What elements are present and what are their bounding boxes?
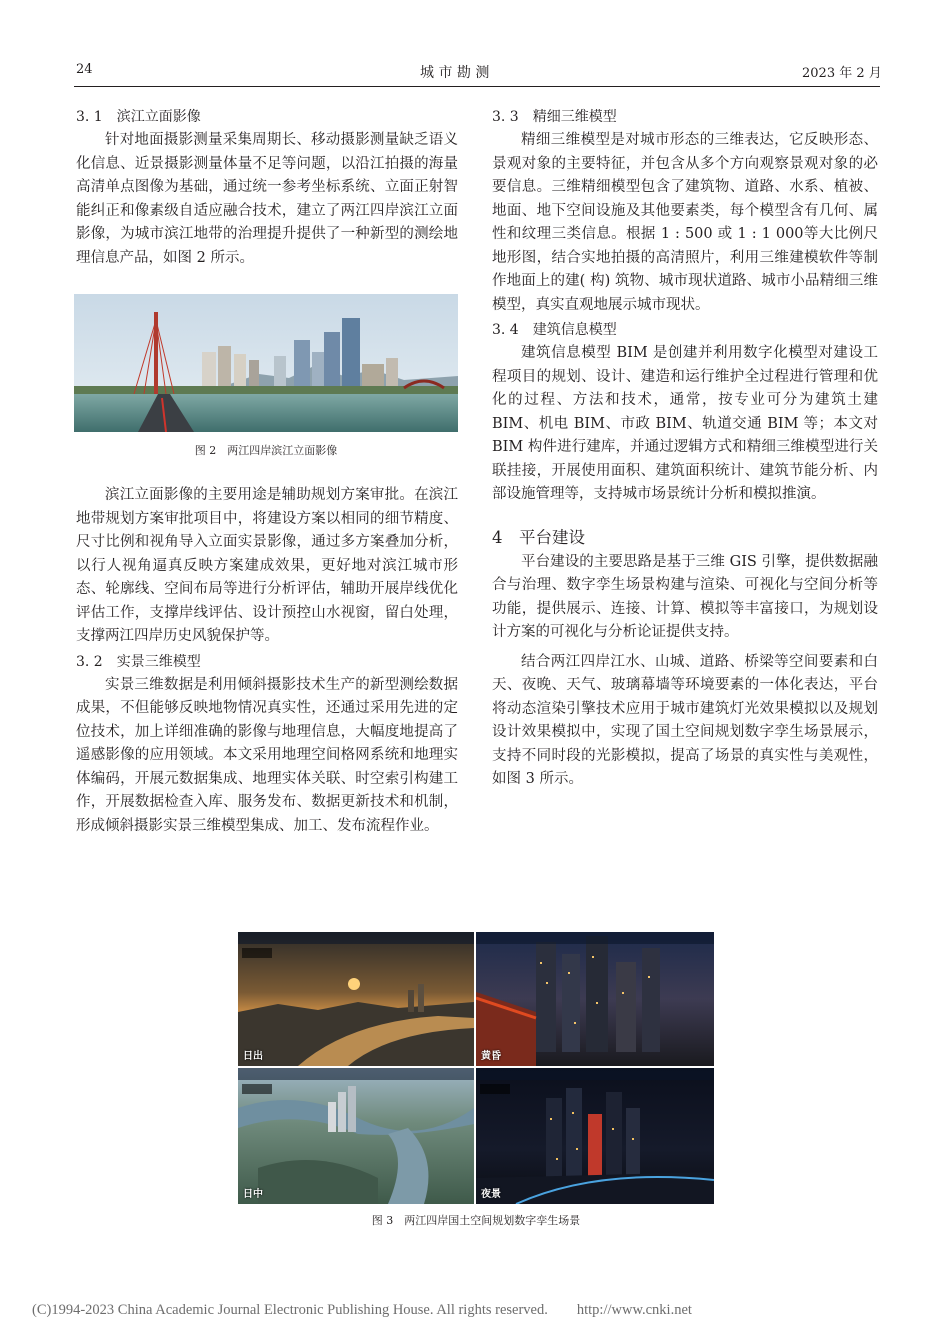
section-3-3-heading: 3. 3 精细三维模型 bbox=[492, 109, 617, 125]
header-rule bbox=[74, 86, 880, 87]
panel-label-sunrise: 日出 bbox=[243, 1051, 263, 1062]
page-number: 24 bbox=[76, 62, 93, 77]
dusk-scene bbox=[476, 932, 714, 1066]
figure-3-panel-sunrise bbox=[238, 932, 474, 1066]
panel-label-night: 夜景 bbox=[481, 1189, 501, 1200]
figure-3-panel-midday bbox=[238, 1068, 474, 1204]
midday-scene bbox=[238, 1068, 474, 1204]
issue-date: 2023 年 2 月 bbox=[802, 66, 882, 81]
section-3-2-paragraph-1: 实景三维数据是利用倾斜摄影技术生产的新型测绘数据成果，不但能够反映地物情况真实性，还通过采用先进的定位技术，加上详细准确的影像与地理信息，大幅度地提高了遥感影像的应用领域。本文采用地理空间格网系统和地理实体编码，开展元数据集成、地理实体关联、时空索引构建工作，开展数据检查入库、服务发布、数据更新技术和机制，形成倾斜摄影实景三维模型集成、加工、发布流程作业。 bbox=[76, 676, 458, 834]
section-4-paragraph-1: 平台建设的主要思路是基于三维 GIS 引擎，提供数据融合与治理、数字孪生场景构建与渲染、可视化与空间分析等功能，提供展示、连接、计算、模拟等丰富接口，为规划设计方案的可视化与分析论证提供支持。 bbox=[492, 553, 878, 640]
skyline-illustration bbox=[74, 294, 458, 432]
figure-3 bbox=[238, 932, 714, 1204]
night-scene bbox=[476, 1068, 714, 1204]
section-3-1-heading: 3. 1 滨江立面影像 bbox=[76, 109, 201, 125]
copyright-footer: (C)1994-2023 China Academic Journal Electronic Publishing House. All rights reserved. http://www.cnki.net bbox=[32, 1302, 692, 1318]
figure-3-panel-night bbox=[476, 1068, 714, 1204]
panel-label-midday: 日中 bbox=[243, 1189, 263, 1200]
section-4-heading: 4 平台建设 bbox=[492, 527, 585, 547]
right-column bbox=[492, 106, 878, 792]
sunrise-scene bbox=[238, 932, 474, 1066]
panel-label-dusk: 黄昏 bbox=[481, 1051, 501, 1062]
left-column-bottom bbox=[76, 484, 458, 838]
section-4-paragraph-2: 结合两江四岸江水、山城、道路、桥梁等空间要素和白天、夜晚、天气、玻璃幕墙等环境要素的一体化表达，平台将动态渲染引擎技术应用于城市建筑灯光效果模拟以及规划设计效果模拟中，实现了国土空间规划数字孪生场景展示，支持不同时段的光影模拟，提高了场景的真实性与美观性，如图 3 所示。 bbox=[492, 653, 878, 787]
figure-2-caption: 图 2 两江四岸滨江立面影像 bbox=[194, 444, 338, 457]
section-3-1-paragraph-1: 针对地面摄影测量采集周期长、移动摄影测量缺乏语义化信息、近景摄影测量体量不足等问题，以沿江拍摄的海量高清单点图像为基础，通过统一参考坐标系统、立面正射智能纠正和像素级自适应融合技术，建立了两江四岸滨江立面影像，为城市滨江地带的治理提升提供了一种新型的测绘地理信息产品，如图 2 所示。 bbox=[76, 132, 458, 266]
section-3-1-paragraph-2: 滨江立面影像的主要用途是辅助规划方案审批。在滨江地带规划方案审批项目中，将建设方案以相同的细节精度、尺寸比例和视角导入立面实景影像，通过多方案叠加分析，以行人视角逼真反映方案建成效果，更好地对滨江城市形态、轮廓线、空间布局等进行分析评估，辅助开展岸线优化评估工作，支撑岸线评估、设计预控山水视窗，留白处理，支撑两江四岸历史风貌保护等。 bbox=[76, 487, 458, 644]
figure-2-image bbox=[74, 294, 458, 432]
section-3-4-heading: 3. 4 建筑信息模型 bbox=[492, 322, 617, 338]
figure-3-caption: 图 3 两江四岸国土空间规划数字孪生场景 bbox=[371, 1214, 581, 1227]
figure-3-panel-dusk bbox=[476, 932, 714, 1066]
left-column-top bbox=[76, 106, 458, 270]
section-3-3-paragraph-1: 精细三维模型是对城市形态的三维表达，它反映形态、景观对象的主要特征，并包含从多个方向观察景观对象的必要信息。三维精细模型包含了建筑物、道路、水系、植被、地面、地下空间设施及其他要素类，每个模型含有几何、属性和纹理三类信息。根据 1 : 500 或 1 : 1 000等大比例尺地形图，结合实地拍摄的高清照片，利用三维建模软件等制作地面上的建( 构) 筑物、城市现状道路、城市小品精细三维模型，真实直观地展示城市现状。 bbox=[492, 132, 878, 313]
journal-title: 城 市 勘 测 bbox=[420, 65, 490, 81]
section-3-4-paragraph-1: 建筑信息模型 BIM 是创建并利用数字化模型对建设工程项目的规划、设计、建造和运行维护全过程进行管理和优化的过程、方法和技术，通常，按专业可分为建筑土建 BIM、机电 BIM、市政 BIM、轨道交通 BIM 等；本文对 BIM 构件进行建库，并通过逻辑方式和精细三维模型进行关联挂接，开展使用面积、建筑面积统计、建筑节能分析、内部设施管理等，支持城市场景统计分析和模拟推演。 bbox=[492, 345, 878, 502]
section-3-2-heading: 3. 2 实景三维模型 bbox=[76, 653, 201, 670]
